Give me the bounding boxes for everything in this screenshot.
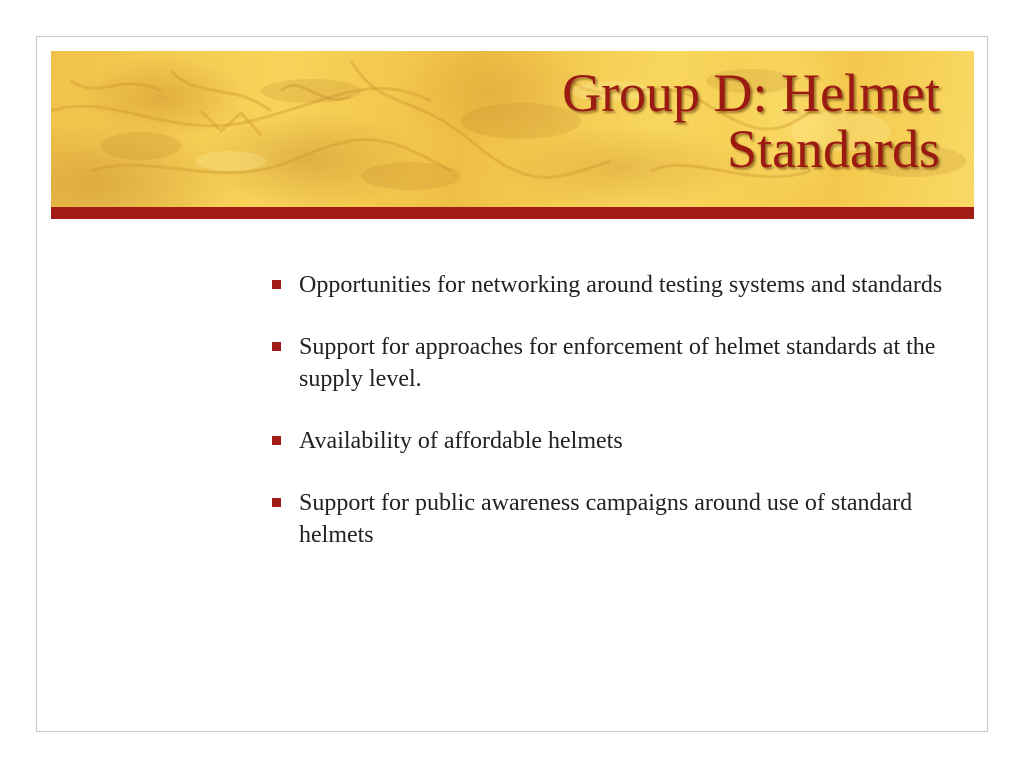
bullet-item [269,487,949,551]
bullet-item [269,331,949,395]
bullet-text: Support for public awareness campaigns around use of standard helmets [299,490,913,548]
slide-title [562,65,940,177]
slide [36,36,988,732]
title-underline-stripe [51,207,974,219]
slide-title-line-1: Group D: Helmet [562,63,940,123]
square-bullet-icon [272,342,281,351]
square-bullet-icon [272,436,281,445]
bullet-item [269,425,949,457]
slide-title-line-2: Standards [727,119,940,179]
bullet-text: Support for approaches for enforcement of helmet standards at the supply level. [299,334,936,392]
square-bullet-icon [272,280,281,289]
bullet-text: Availability of affordable helmets [299,428,623,454]
bullet-text: Opportunities for networking around testing systems and standards [299,272,943,298]
bullet-item [269,269,949,301]
square-bullet-icon [272,498,281,507]
title-banner [51,51,974,207]
bullet-list [269,269,949,581]
